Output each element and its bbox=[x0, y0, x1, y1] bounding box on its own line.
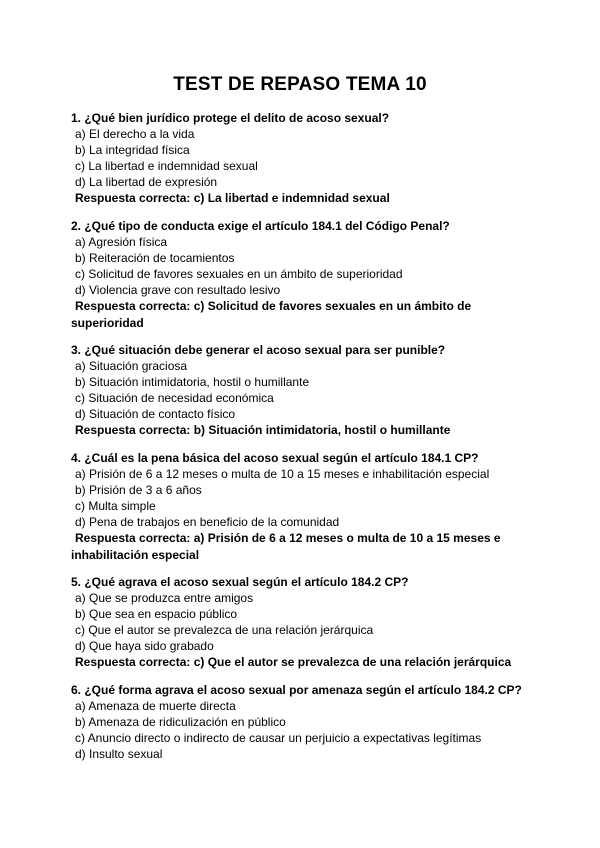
option-d: d) La libertad de expresión bbox=[75, 175, 218, 189]
option-c: c) Solicitud de favores sexuales en un ámbito de superioridad bbox=[75, 267, 403, 281]
correct-answer-line-1: Respuesta correcta: c) Solicitud de favores sexuales en un ámbito de bbox=[75, 299, 472, 313]
question-text: 3. ¿Qué situación debe generar el acoso sexual para ser punible? bbox=[71, 343, 446, 357]
question-text: 5. ¿Qué agrava el acoso sexual según el artículo 184.2 CP? bbox=[71, 575, 409, 589]
question-4 bbox=[71, 450, 541, 564]
option-a: a) Agresión física bbox=[75, 235, 168, 249]
option-a: a) Prisión de 6 a 12 meses o multa de 10 a 15 meses e inhabilitación especial bbox=[75, 467, 490, 481]
option-b: b) Amenaza de ridiculización en público bbox=[75, 715, 286, 729]
question-3 bbox=[71, 342, 541, 439]
correct-answer: Respuesta correcta: c) Que el autor se prevalezca de una relación jerárquica bbox=[75, 655, 512, 669]
option-c: c) Multa simple bbox=[75, 499, 156, 513]
correct-answer: Respuesta correcta: b) Situación intimidatoria, hostil o humillante bbox=[75, 423, 451, 437]
option-d: d) Violencia grave con resultado lesivo bbox=[75, 283, 281, 297]
question-2 bbox=[71, 218, 541, 332]
option-d: d) Insulto sexual bbox=[75, 747, 163, 761]
option-c: c) Situación de necesidad económica bbox=[75, 391, 274, 405]
page-title: TEST DE REPASO TEMA 10 bbox=[173, 74, 427, 95]
correct-answer-line-2: superioridad bbox=[71, 316, 144, 330]
option-b: b) Reiteración de tocamientos bbox=[75, 251, 235, 265]
option-c: c) Anuncio directo o indirecto de causar un perjuicio a expectativas legítimas bbox=[75, 731, 482, 745]
correct-answer bbox=[71, 530, 541, 564]
option-a: a) Que se produzca entre amigos bbox=[75, 591, 254, 605]
option-c: c) La libertad e indemnidad sexual bbox=[75, 159, 258, 173]
question-1 bbox=[71, 110, 541, 207]
option-b: b) La integridad física bbox=[75, 143, 190, 157]
correct-answer: Respuesta correcta: c) La libertad e indemnidad sexual bbox=[75, 191, 390, 205]
option-b: b) Que sea en espacio público bbox=[75, 607, 238, 621]
question-6 bbox=[71, 682, 541, 762]
option-c: c) Que el autor se prevalezca de una relación jerárquica bbox=[75, 623, 374, 637]
correct-answer-line-2: inhabilitación especial bbox=[71, 548, 200, 562]
option-d: d) Situación de contacto físico bbox=[75, 407, 236, 421]
question-text: 4. ¿Cuál es la pena básica del acoso sexual según el artículo 184.1 CP? bbox=[71, 451, 479, 465]
option-d: d) Pena de trabajos en beneficio de la comunidad bbox=[75, 515, 340, 529]
option-b: b) Situación intimidatoria, hostil o humillante bbox=[75, 375, 310, 389]
option-b: b) Prisión de 3 a 6 años bbox=[75, 483, 202, 497]
question-text: 1. ¿Qué bien jurídico protege el delito de acoso sexual? bbox=[71, 111, 390, 125]
option-d: d) Que haya sido grabado bbox=[75, 639, 214, 653]
option-a: a) Situación graciosa bbox=[75, 359, 188, 373]
question-5 bbox=[71, 574, 541, 671]
option-a: a) Amenaza de muerte directa bbox=[75, 699, 236, 713]
correct-answer bbox=[71, 298, 541, 332]
question-text: 2. ¿Qué tipo de conducta exige el artículo 184.1 del Código Penal? bbox=[71, 219, 450, 233]
question-text: 6. ¿Qué forma agrava el acoso sexual por amenaza según el artículo 184.2 CP? bbox=[71, 683, 522, 697]
correct-answer-line-1: Respuesta correcta: a) Prisión de 6 a 12 meses o multa de 10 a 15 meses e bbox=[75, 531, 501, 545]
option-a: a) El derecho a la vida bbox=[75, 127, 195, 141]
